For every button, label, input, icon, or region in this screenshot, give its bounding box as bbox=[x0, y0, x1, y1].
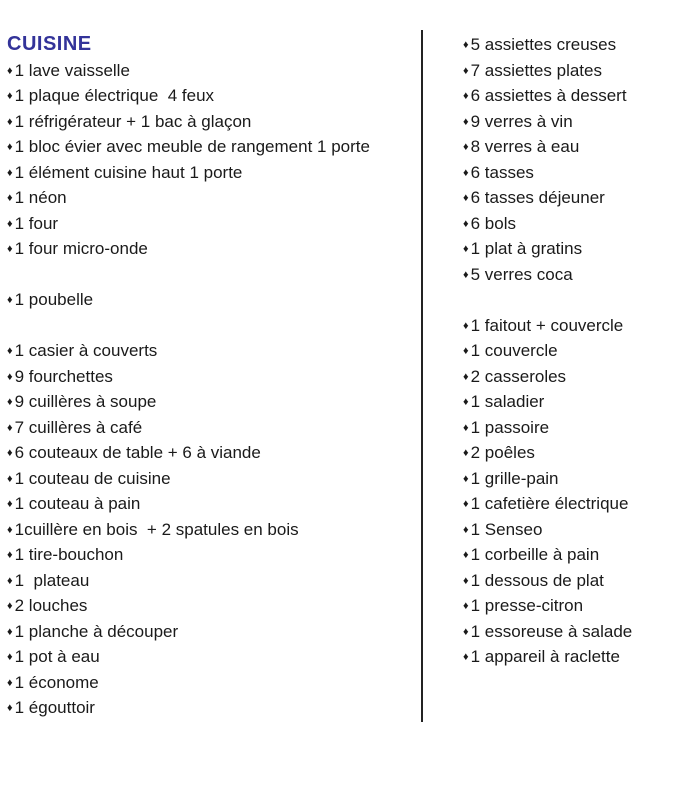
bullet-diamond-icon: ♦ bbox=[7, 574, 13, 587]
list-item bbox=[7, 211, 417, 237]
list-item bbox=[7, 466, 417, 492]
list-item bbox=[463, 160, 685, 186]
bullet-diamond-icon: ♦ bbox=[7, 294, 13, 306]
bullet-diamond-icon: ♦ bbox=[463, 370, 469, 383]
bullet-diamond-icon: ♦ bbox=[463, 549, 469, 561]
list-item bbox=[463, 313, 685, 339]
list-item bbox=[7, 491, 417, 517]
bullet-diamond-icon: ♦ bbox=[7, 549, 13, 561]
item-text: 1 couteau de cuisine bbox=[14, 468, 171, 488]
bullet-diamond-icon: ♦ bbox=[7, 115, 13, 128]
bullet-diamond-icon: ♦ bbox=[7, 396, 13, 408]
list-item bbox=[7, 389, 417, 415]
item-text: 2 casseroles bbox=[470, 366, 567, 386]
list-item bbox=[463, 58, 685, 84]
bullet-diamond-icon: ♦ bbox=[463, 574, 469, 587]
blank-line bbox=[463, 287, 685, 313]
item-text: 1 essoreuse à salade bbox=[470, 621, 633, 641]
item-text: 9 fourchettes bbox=[14, 366, 113, 386]
item-text: 1 planche à découper bbox=[14, 621, 179, 641]
item-text: 1 presse-citron bbox=[470, 596, 584, 615]
item-text: 1 four bbox=[14, 213, 59, 233]
list-item bbox=[463, 83, 685, 109]
list-item bbox=[463, 542, 685, 568]
bullet-diamond-icon: ♦ bbox=[7, 600, 13, 612]
list-item bbox=[463, 440, 685, 466]
bullet-diamond-icon: ♦ bbox=[463, 192, 469, 204]
item-text: 7 assiettes plates bbox=[470, 60, 602, 80]
bullet-diamond-icon: ♦ bbox=[463, 651, 469, 663]
item-text: 1 casier à couverts bbox=[14, 341, 158, 360]
bullet-diamond-icon: ♦ bbox=[7, 702, 13, 714]
item-text: 1 saladier bbox=[470, 392, 545, 411]
list-item bbox=[463, 211, 685, 237]
bullet-diamond-icon: ♦ bbox=[7, 676, 13, 689]
bullet-diamond-icon: ♦ bbox=[463, 268, 469, 281]
list-item bbox=[7, 415, 417, 441]
item-text: 9 verres à vin bbox=[470, 111, 573, 131]
bullet-diamond-icon: ♦ bbox=[7, 243, 13, 255]
list-item bbox=[463, 364, 685, 390]
list-item bbox=[7, 287, 417, 313]
bullet-diamond-icon: ♦ bbox=[7, 447, 13, 459]
item-text: 1 élément cuisine haut 1 porte bbox=[14, 162, 243, 182]
item-text: 7 cuillères à café bbox=[14, 417, 143, 437]
item-text: 1 bloc évier avec meuble de rangement 1 porte bbox=[14, 137, 370, 156]
bullet-diamond-icon: ♦ bbox=[463, 523, 469, 536]
list-item bbox=[7, 593, 417, 619]
list-item bbox=[7, 695, 417, 721]
list-item bbox=[463, 593, 685, 619]
left-item-list bbox=[7, 58, 417, 721]
list-item bbox=[7, 568, 417, 594]
list-item bbox=[7, 619, 417, 645]
item-text: 2 poêles bbox=[470, 443, 535, 462]
item-text: 8 verres à eau bbox=[470, 137, 580, 156]
list-item bbox=[7, 364, 417, 390]
bullet-diamond-icon: ♦ bbox=[463, 90, 469, 102]
item-text: 1 plateau bbox=[14, 570, 90, 590]
item-text: 1 pot à eau bbox=[14, 647, 100, 666]
right-column bbox=[463, 32, 685, 670]
blank-line bbox=[7, 313, 417, 339]
item-text: 9 cuillères à soupe bbox=[14, 392, 157, 411]
bullet-diamond-icon: ♦ bbox=[463, 141, 469, 153]
list-item bbox=[463, 109, 685, 135]
list-item bbox=[7, 160, 417, 186]
blank-line bbox=[7, 262, 417, 288]
list-item bbox=[463, 517, 685, 543]
item-text: 1 réfrigérateur + 1 bac à glaçon bbox=[14, 111, 252, 131]
list-item bbox=[7, 185, 417, 211]
list-item bbox=[463, 644, 685, 670]
list-item bbox=[7, 338, 417, 364]
list-item bbox=[463, 32, 685, 58]
bullet-diamond-icon: ♦ bbox=[463, 319, 469, 332]
item-text: 1 poubelle bbox=[14, 290, 94, 309]
item-text: 1 tire-bouchon bbox=[14, 545, 124, 564]
list-item bbox=[463, 619, 685, 645]
item-text: 1 néon bbox=[14, 188, 67, 207]
left-column bbox=[7, 32, 417, 721]
list-item bbox=[463, 415, 685, 441]
list-item bbox=[7, 670, 417, 696]
item-text: 1 appareil à raclette bbox=[470, 647, 620, 666]
item-text: 5 verres coca bbox=[470, 264, 573, 284]
bullet-diamond-icon: ♦ bbox=[463, 472, 469, 485]
list-item bbox=[463, 262, 685, 288]
bullet-diamond-icon: ♦ bbox=[7, 166, 13, 179]
bullet-diamond-icon: ♦ bbox=[7, 90, 13, 102]
bullet-diamond-icon: ♦ bbox=[7, 523, 13, 536]
item-text: 1 plat à gratins bbox=[470, 239, 583, 258]
item-text: 6 assiettes à dessert bbox=[470, 86, 627, 105]
bullet-diamond-icon: ♦ bbox=[7, 345, 13, 357]
bullet-diamond-icon: ♦ bbox=[7, 370, 13, 383]
bullet-diamond-icon: ♦ bbox=[7, 472, 13, 485]
bullet-diamond-icon: ♦ bbox=[7, 651, 13, 663]
bullet-diamond-icon: ♦ bbox=[463, 115, 469, 128]
item-text: 1 économe bbox=[14, 672, 99, 692]
item-text: 5 assiettes creuses bbox=[470, 35, 617, 54]
item-text: 1 grille-pain bbox=[470, 468, 559, 488]
column-divider bbox=[421, 30, 423, 722]
list-item bbox=[463, 389, 685, 415]
item-text: 1 cafetière électrique bbox=[470, 494, 629, 513]
bullet-diamond-icon: ♦ bbox=[463, 39, 469, 51]
list-item bbox=[7, 58, 417, 84]
list-item bbox=[463, 236, 685, 262]
item-text: 6 tasses déjeuner bbox=[470, 188, 605, 207]
list-item bbox=[7, 236, 417, 262]
bullet-diamond-icon: ♦ bbox=[7, 192, 13, 204]
item-text: 1 four micro-onde bbox=[14, 239, 148, 258]
list-item bbox=[7, 542, 417, 568]
item-text: 1cuillère en bois + 2 spatules en bois bbox=[14, 519, 299, 539]
bullet-diamond-icon: ♦ bbox=[463, 243, 469, 255]
item-text: 1 plaque électrique 4 feux bbox=[14, 86, 215, 105]
bullet-diamond-icon: ♦ bbox=[463, 421, 469, 434]
list-item bbox=[463, 134, 685, 160]
bullet-diamond-icon: ♦ bbox=[7, 141, 13, 153]
item-text: 2 louches bbox=[14, 596, 88, 615]
list-item bbox=[7, 517, 417, 543]
list-item bbox=[463, 466, 685, 492]
item-text: 6 couteaux de table + 6 à viande bbox=[14, 443, 261, 462]
bullet-diamond-icon: ♦ bbox=[463, 166, 469, 179]
item-text: 6 bols bbox=[470, 213, 516, 233]
item-text: 1 Senseo bbox=[470, 519, 543, 539]
list-item bbox=[463, 338, 685, 364]
item-text: 1 faitout + couvercle bbox=[470, 315, 624, 335]
list-item bbox=[7, 440, 417, 466]
bullet-diamond-icon: ♦ bbox=[7, 64, 13, 77]
item-text: 1 couvercle bbox=[470, 341, 558, 360]
right-item-list bbox=[463, 32, 685, 670]
item-text: 1 couteau à pain bbox=[14, 494, 141, 513]
item-text: 1 dessous de plat bbox=[470, 570, 604, 590]
bullet-diamond-icon: ♦ bbox=[463, 64, 469, 77]
list-item bbox=[463, 491, 685, 517]
bullet-diamond-icon: ♦ bbox=[7, 625, 13, 638]
item-text: 1 égouttoir bbox=[14, 698, 95, 717]
bullet-diamond-icon: ♦ bbox=[463, 396, 469, 408]
list-item bbox=[463, 568, 685, 594]
bullet-diamond-icon: ♦ bbox=[7, 217, 13, 230]
item-text: 1 lave vaisselle bbox=[14, 60, 130, 80]
list-item bbox=[7, 83, 417, 109]
item-text: 6 tasses bbox=[470, 162, 534, 182]
bullet-diamond-icon: ♦ bbox=[463, 625, 469, 638]
bullet-diamond-icon: ♦ bbox=[463, 600, 469, 612]
bullet-diamond-icon: ♦ bbox=[463, 345, 469, 357]
item-text: 1 corbeille à pain bbox=[470, 545, 600, 564]
bullet-diamond-icon: ♦ bbox=[463, 447, 469, 459]
bullet-diamond-icon: ♦ bbox=[463, 498, 469, 510]
list-item bbox=[463, 185, 685, 211]
item-text: 1 passoire bbox=[470, 417, 550, 437]
bullet-diamond-icon: ♦ bbox=[7, 421, 13, 434]
list-item bbox=[7, 644, 417, 670]
bullet-diamond-icon: ♦ bbox=[7, 498, 13, 510]
list-item bbox=[7, 134, 417, 160]
page-title: CUISINE bbox=[7, 33, 92, 55]
list-item bbox=[7, 109, 417, 135]
bullet-diamond-icon: ♦ bbox=[463, 217, 469, 230]
